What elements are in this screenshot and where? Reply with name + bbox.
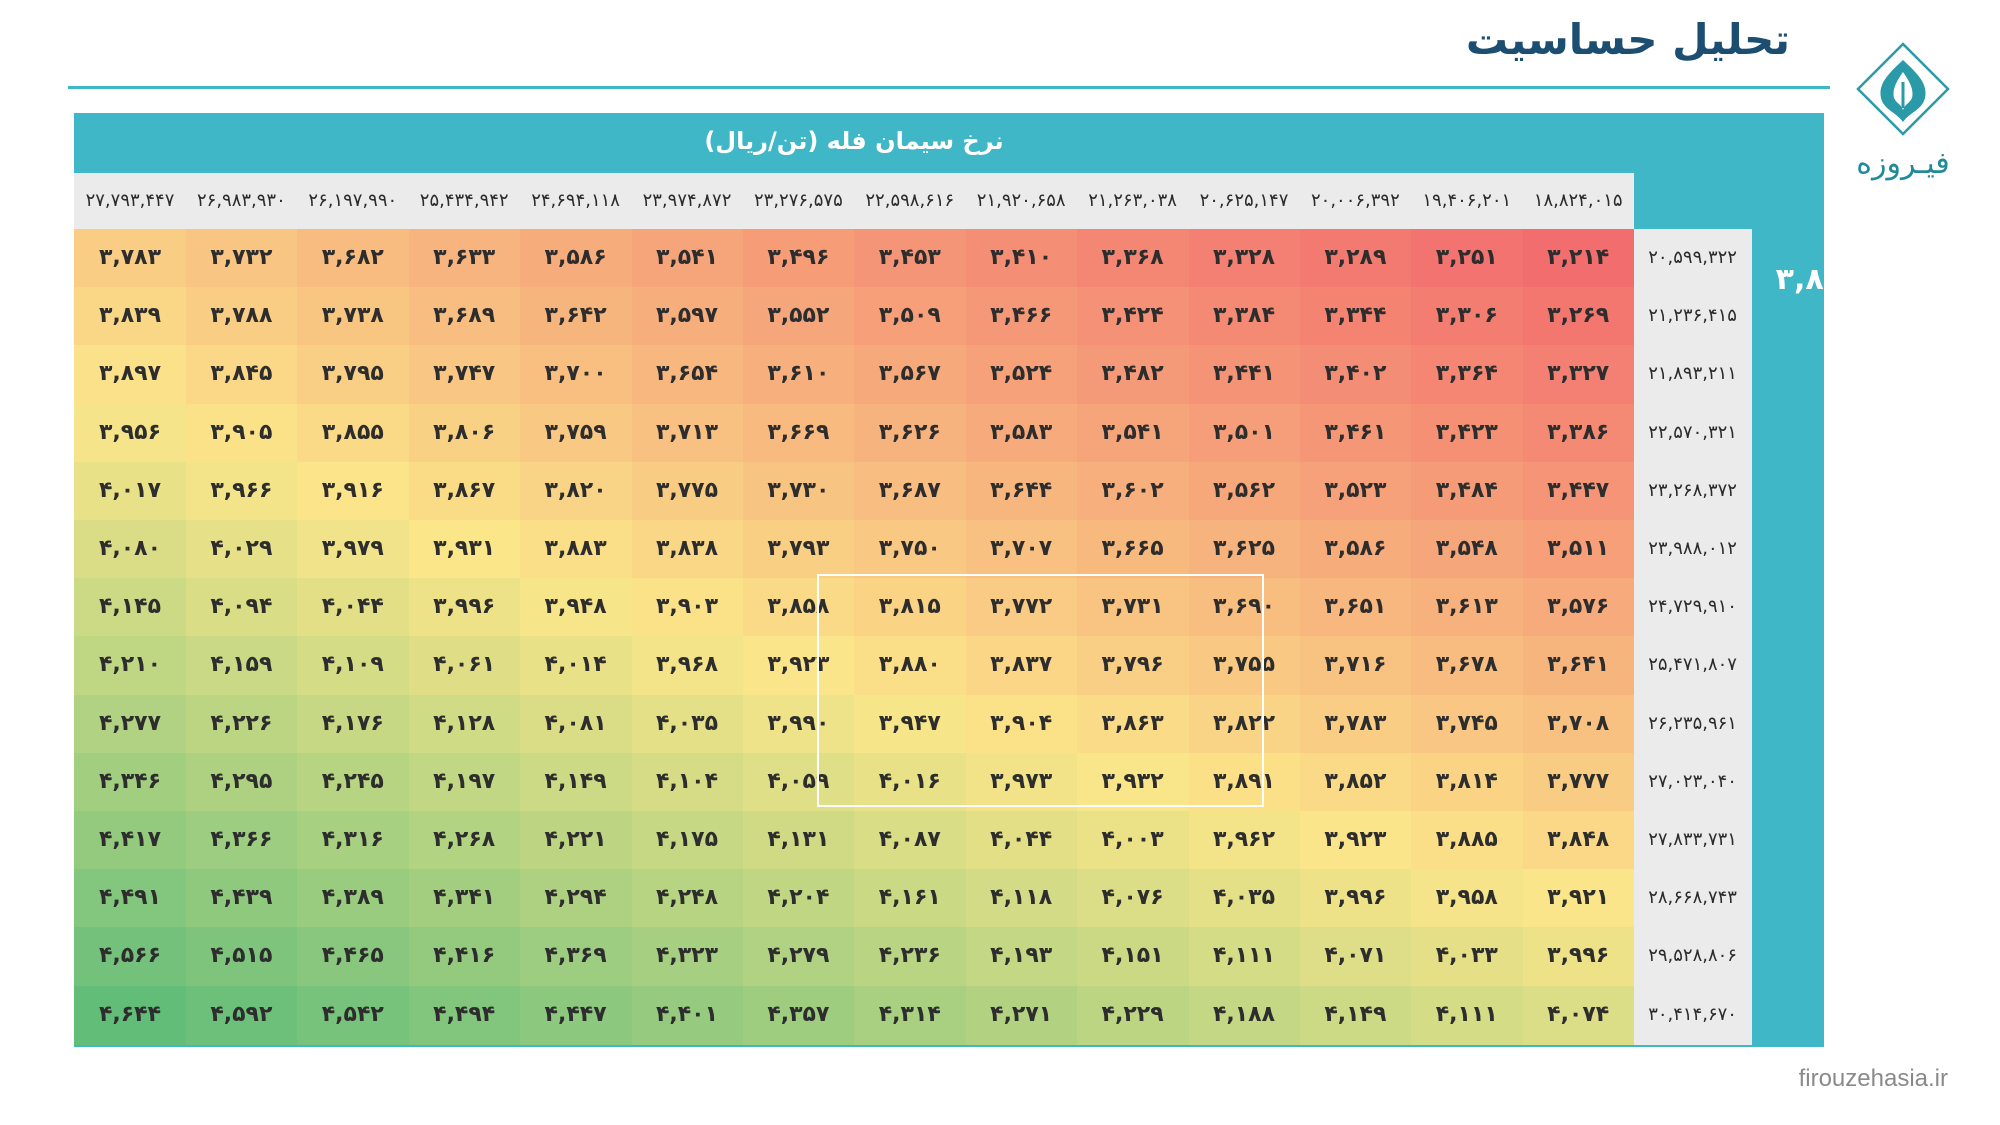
sensitivity-cell: ۴,۲۲۶ bbox=[185, 695, 297, 754]
sensitivity-cell: ۴,۰۳۵ bbox=[1188, 869, 1300, 928]
sensitivity-cell: ۴,۲۷۷ bbox=[74, 695, 186, 754]
sensitivity-cell: ۳,۸۶۳ bbox=[1077, 695, 1189, 754]
sensitivity-cell: ۳,۸۵۲ bbox=[1299, 753, 1411, 812]
sensitivity-cell: ۳,۶۴۴ bbox=[965, 462, 1077, 521]
sensitivity-cell: ۳,۹۰۵ bbox=[185, 404, 297, 463]
sensitivity-cell: ۴,۰۰۳ bbox=[1077, 811, 1189, 870]
sensitivity-cell: ۳,۶۹۰ bbox=[1188, 578, 1300, 637]
sensitivity-cell: ۳,۹۶۸ bbox=[631, 636, 743, 695]
row-header-value: ۲۲,۵۷۰,۳۲۱ bbox=[1634, 404, 1752, 463]
column-header-value: ۲۶,۱۹۷,۹۹۰ bbox=[297, 173, 409, 229]
column-header-value: ۲۶,۹۸۳,۹۳۰ bbox=[185, 173, 297, 229]
sensitivity-cell: ۳,۴۵۳ bbox=[854, 229, 966, 288]
column-header-value: ۲۳,۲۷۶,۵۷۵ bbox=[742, 173, 854, 229]
sensitivity-cell: ۳,۶۲۶ bbox=[854, 404, 966, 463]
firouzeh-logo-icon bbox=[1848, 38, 1958, 148]
sensitivity-cell: ۴,۲۱۰ bbox=[74, 636, 186, 695]
sensitivity-cell: ۳,۵۵۲ bbox=[742, 287, 854, 346]
row-header-value: ۳۰,۴۱۴,۶۷۰ bbox=[1634, 986, 1752, 1045]
sensitivity-cell: ۴,۱۲۸ bbox=[408, 695, 520, 754]
sensitivity-cell: ۴,۰۶۱ bbox=[408, 636, 520, 695]
column-header-value: ۱۸,۸۲۴,۰۱۵ bbox=[1522, 173, 1634, 229]
sensitivity-cell: ۳,۶۷۸ bbox=[1411, 636, 1523, 695]
sensitivity-cell: ۳,۹۵۶ bbox=[74, 404, 186, 463]
sensitivity-cell: ۳,۸۲۰ bbox=[520, 462, 632, 521]
sensitivity-cell: ۳,۶۶۵ bbox=[1077, 520, 1189, 579]
sensitivity-cell: ۴,۰۸۰ bbox=[74, 520, 186, 579]
sensitivity-cell: ۳,۹۴۷ bbox=[854, 695, 966, 754]
sensitivity-cell: ۴,۰۴۴ bbox=[965, 811, 1077, 870]
sensitivity-cell: ۳,۵۲۳ bbox=[1299, 462, 1411, 521]
sensitivity-cell: ۳,۸۸۳ bbox=[520, 520, 632, 579]
sensitivity-cell: ۴,۳۶۶ bbox=[185, 811, 297, 870]
sensitivity-cell: ۳,۷۹۳ bbox=[742, 520, 854, 579]
row-header-value: ۲۰,۵۹۹,۳۲۲ bbox=[1634, 229, 1752, 288]
sensitivity-cell: ۳,۴۸۲ bbox=[1077, 345, 1189, 404]
firouzeh-logo bbox=[1848, 38, 1958, 181]
sensitivity-cell: ۳,۸۳۷ bbox=[965, 636, 1077, 695]
sensitivity-cell: ۴,۶۴۴ bbox=[74, 986, 186, 1045]
sensitivity-cell: ۳,۷۳۰ bbox=[742, 462, 854, 521]
sensitivity-cell: ۴,۳۶۹ bbox=[520, 927, 632, 986]
sensitivity-cell: ۴,۰۳۵ bbox=[631, 695, 743, 754]
sensitivity-cell: ۴,۴۰۱ bbox=[631, 986, 743, 1045]
sensitivity-cell: ۳,۷۸۳ bbox=[74, 229, 186, 288]
sensitivity-cell: ۳,۶۵۱ bbox=[1299, 578, 1411, 637]
sensitivity-cell: ۴,۲۲۱ bbox=[520, 811, 632, 870]
sensitivity-cell: ۳,۷۵۵ bbox=[1188, 636, 1300, 695]
sensitivity-cell: ۴,۱۷۵ bbox=[631, 811, 743, 870]
sensitivity-cell: ۳,۷۳۸ bbox=[297, 287, 409, 346]
sensitivity-cell: ۳,۹۷۳ bbox=[965, 753, 1077, 812]
row-header-value: ۲۳,۹۸۸,۰۱۲ bbox=[1634, 520, 1752, 579]
footer-website: firouzehasia.ir bbox=[1798, 1065, 1948, 1092]
sensitivity-cell: ۳,۹۳۱ bbox=[408, 520, 520, 579]
sensitivity-cell: ۳,۵۹۷ bbox=[631, 287, 743, 346]
sensitivity-cell: ۴,۱۴۹ bbox=[1299, 986, 1411, 1045]
sensitivity-cell: ۴,۰۱۷ bbox=[74, 462, 186, 521]
sensitivity-cell: ۳,۴۴۷ bbox=[1522, 462, 1634, 521]
row-axis-title: نرخ سیمان پاکتی (تن/ریال) bbox=[1830, 690, 1858, 1016]
sensitivity-cell: ۳,۴۶۱ bbox=[1299, 404, 1411, 463]
sensitivity-cell: ۳,۳۸۶ bbox=[1522, 404, 1634, 463]
sensitivity-cell: ۳,۲۵۱ bbox=[1411, 229, 1523, 288]
row-header-value: ۲۸,۶۶۸,۷۴۳ bbox=[1634, 869, 1752, 928]
sensitivity-cell: ۳,۶۵۴ bbox=[631, 345, 743, 404]
sensitivity-cell: ۳,۷۰۰ bbox=[520, 345, 632, 404]
sensitivity-cell: ۳,۳۲۷ bbox=[1522, 345, 1634, 404]
sensitivity-cell: ۳,۶۰۲ bbox=[1077, 462, 1189, 521]
sensitivity-cell: ۴,۰۱۶ bbox=[854, 753, 966, 812]
sensitivity-cell: ۳,۸۳۸ bbox=[631, 520, 743, 579]
sensitivity-cell: ۳,۸۸۰ bbox=[854, 636, 966, 695]
column-header-value: ۲۰,۰۰۶,۳۹۲ bbox=[1299, 173, 1411, 229]
sensitivity-cell: ۳,۶۸۲ bbox=[297, 229, 409, 288]
sensitivity-cell: ۳,۹۲۳ bbox=[1299, 811, 1411, 870]
sensitivity-cell: ۳,۸۵۵ bbox=[297, 404, 409, 463]
sensitivity-cell: ۳,۸۹۱ bbox=[1188, 753, 1300, 812]
sensitivity-cell: ۳,۷۰۸ bbox=[1522, 695, 1634, 754]
sensitivity-cell: ۳,۵۱۱ bbox=[1522, 520, 1634, 579]
sensitivity-cell: ۳,۵۴۸ bbox=[1411, 520, 1523, 579]
sensitivity-cell: ۳,۳۶۴ bbox=[1411, 345, 1523, 404]
sensitivity-cell: ۳,۶۴۱ bbox=[1522, 636, 1634, 695]
sensitivity-cell: ۴,۲۴۸ bbox=[631, 869, 743, 928]
column-header-value: ۲۳,۹۷۴,۸۷۲ bbox=[631, 173, 743, 229]
sensitivity-cell: ۳,۸۴۸ bbox=[1522, 811, 1634, 870]
sensitivity-cell: ۳,۶۳۳ bbox=[408, 229, 520, 288]
sensitivity-cell: ۴,۱۷۶ bbox=[297, 695, 409, 754]
sensitivity-cell: ۳,۴۰۲ bbox=[1299, 345, 1411, 404]
sensitivity-cell: ۳,۷۳۱ bbox=[1077, 578, 1189, 637]
sensitivity-cell: ۴,۲۲۹ bbox=[1077, 986, 1189, 1045]
column-header-value: ۲۲,۵۹۸,۶۱۶ bbox=[854, 173, 966, 229]
sensitivity-cell: ۳,۵۸۶ bbox=[1299, 520, 1411, 579]
sensitivity-cell: ۳,۷۱۶ bbox=[1299, 636, 1411, 695]
sensitivity-cell: ۳,۳۶۸ bbox=[1077, 229, 1189, 288]
sensitivity-cell: ۴,۲۹۴ bbox=[520, 869, 632, 928]
sensitivity-cell: ۳,۷۵۹ bbox=[520, 404, 632, 463]
sensitivity-cell: ۴,۰۱۴ bbox=[520, 636, 632, 695]
sensitivity-cell: ۴,۴۶۵ bbox=[297, 927, 409, 986]
sensitivity-cell: ۳,۵۷۶ bbox=[1522, 578, 1634, 637]
sensitivity-cell: ۴,۱۰۴ bbox=[631, 753, 743, 812]
sensitivity-cell: ۳,۶۴۲ bbox=[520, 287, 632, 346]
column-header-value: ۲۴,۶۹۴,۱۱۸ bbox=[520, 173, 632, 229]
sensitivity-cell: ۳,۷۴۷ bbox=[408, 345, 520, 404]
sensitivity-cell: ۴,۱۱۱ bbox=[1411, 986, 1523, 1045]
sensitivity-cell: ۳,۶۶۹ bbox=[742, 404, 854, 463]
sensitivity-table-panel bbox=[74, 113, 1861, 1047]
sensitivity-cell: ۴,۱۱۸ bbox=[965, 869, 1077, 928]
sensitivity-cell: ۳,۹۹۰ bbox=[742, 695, 854, 754]
sensitivity-cell: ۳,۵۶۷ bbox=[854, 345, 966, 404]
sensitivity-cell: ۴,۴۴۷ bbox=[520, 986, 632, 1045]
sensitivity-cell: ۴,۲۴۵ bbox=[297, 753, 409, 812]
sensitivity-cell: ۴,۳۵۷ bbox=[742, 986, 854, 1045]
sensitivity-cell: ۴,۰۲۹ bbox=[185, 520, 297, 579]
sensitivity-cell: ۳,۳۲۸ bbox=[1188, 229, 1300, 288]
sensitivity-cell: ۴,۳۲۳ bbox=[631, 927, 743, 986]
sensitivity-cell: ۳,۷۸۸ bbox=[185, 287, 297, 346]
logo-wordmark: فیـروزه bbox=[1856, 146, 1950, 181]
sensitivity-cell: ۳,۵۸۶ bbox=[520, 229, 632, 288]
sensitivity-cell: ۴,۰۸۷ bbox=[854, 811, 966, 870]
row-header-value: ۲۱,۲۳۶,۴۱۵ bbox=[1634, 287, 1752, 346]
row-header-value: ۲۷,۰۲۳,۰۴۰ bbox=[1634, 753, 1752, 812]
sensitivity-cell: ۴,۲۷۹ bbox=[742, 927, 854, 986]
page-title: تحلیل حساسیت bbox=[1465, 15, 1790, 64]
sensitivity-cell: ۳,۶۱۳ bbox=[1411, 578, 1523, 637]
column-header-value: ۱۹,۴۰۶,۲۰۱ bbox=[1411, 173, 1523, 229]
sensitivity-cell: ۳,۸۰۶ bbox=[408, 404, 520, 463]
sensitivity-cell: ۴,۵۱۵ bbox=[185, 927, 297, 986]
sensitivity-cell: ۴,۱۹۳ bbox=[965, 927, 1077, 986]
sensitivity-cell: ۴,۳۴۱ bbox=[408, 869, 520, 928]
sensitivity-cell: ۳,۴۱۰ bbox=[965, 229, 1077, 288]
sensitivity-cell: ۳,۲۸۹ bbox=[1299, 229, 1411, 288]
sensitivity-cell: ۳,۶۱۰ bbox=[742, 345, 854, 404]
sensitivity-cell: ۴,۰۷۱ bbox=[1299, 927, 1411, 986]
sensitivity-cell: ۳,۹۲۳ bbox=[742, 636, 854, 695]
sensitivity-cell: ۳,۹۶۲ bbox=[1188, 811, 1300, 870]
sensitivity-cell: ۳,۸۹۷ bbox=[74, 345, 186, 404]
sensitivity-cell: ۴,۲۶۸ bbox=[408, 811, 520, 870]
sensitivity-cell: ۴,۱۱۱ bbox=[1188, 927, 1300, 986]
sensitivity-cell: ۳,۵۰۱ bbox=[1188, 404, 1300, 463]
sensitivity-cell: ۳,۹۲۱ bbox=[1522, 869, 1634, 928]
sensitivity-cell: ۴,۱۰۹ bbox=[297, 636, 409, 695]
sensitivity-cell: ۳,۷۷۷ bbox=[1522, 753, 1634, 812]
sensitivity-cell: ۳,۹۳۲ bbox=[1077, 753, 1189, 812]
sensitivity-cell: ۳,۹۷۹ bbox=[297, 520, 409, 579]
sensitivity-cell: ۳,۹۰۳ bbox=[631, 578, 743, 637]
sensitivity-cell: ۴,۳۱۶ bbox=[297, 811, 409, 870]
title-divider bbox=[68, 86, 1830, 89]
row-header-value: ۲۷,۸۳۳,۷۳۱ bbox=[1634, 811, 1752, 870]
column-header-value: ۲۰,۶۲۵,۱۴۷ bbox=[1188, 173, 1300, 229]
sensitivity-cell: ۳,۷۸۳ bbox=[1299, 695, 1411, 754]
sensitivity-cell: ۳,۷۷۵ bbox=[631, 462, 743, 521]
sensitivity-cell: ۳,۹۹۶ bbox=[1522, 927, 1634, 986]
sensitivity-cell: ۴,۱۸۸ bbox=[1188, 986, 1300, 1045]
row-header-value: ۲۳,۲۶۸,۳۷۲ bbox=[1634, 462, 1752, 521]
sensitivity-cell: ۴,۱۳۱ bbox=[742, 811, 854, 870]
sensitivity-cell: ۴,۵۶۶ bbox=[74, 927, 186, 986]
sensitivity-cell: ۳,۵۰۹ bbox=[854, 287, 966, 346]
sensitivity-cell: ۴,۰۸۱ bbox=[520, 695, 632, 754]
sensitivity-cell: ۳,۸۱۵ bbox=[854, 578, 966, 637]
sensitivity-cell: ۳,۹۹۶ bbox=[1299, 869, 1411, 928]
sensitivity-cell: ۴,۱۶۱ bbox=[854, 869, 966, 928]
sensitivity-cell: ۳,۷۰۷ bbox=[965, 520, 1077, 579]
sensitivity-cell: ۳,۴۲۴ bbox=[1077, 287, 1189, 346]
sensitivity-cell: ۴,۵۹۲ bbox=[185, 986, 297, 1045]
column-header-value: ۲۵,۴۳۴,۹۴۲ bbox=[408, 173, 520, 229]
column-header-value: ۲۱,۲۶۳,۰۳۸ bbox=[1077, 173, 1189, 229]
sensitivity-cell: ۳,۴۹۶ bbox=[742, 229, 854, 288]
sensitivity-cell: ۳,۷۹۵ bbox=[297, 345, 409, 404]
sensitivity-cell: ۴,۲۹۵ bbox=[185, 753, 297, 812]
sensitivity-cell: ۴,۱۹۷ bbox=[408, 753, 520, 812]
sensitivity-cell: ۳,۸۳۹ bbox=[74, 287, 186, 346]
sensitivity-cell: ۴,۳۸۹ bbox=[297, 869, 409, 928]
sensitivity-cell: ۴,۱۴۹ bbox=[520, 753, 632, 812]
sensitivity-cell: ۳,۴۴۱ bbox=[1188, 345, 1300, 404]
base-case-value: ۳,۸۱۵ bbox=[1775, 262, 1861, 297]
sensitivity-cell: ۳,۳۰۶ bbox=[1411, 287, 1523, 346]
sensitivity-cell: ۳,۸۵۸ bbox=[742, 578, 854, 637]
sensitivity-cell: ۳,۳۴۴ bbox=[1299, 287, 1411, 346]
sensitivity-cell: ۳,۷۴۵ bbox=[1411, 695, 1523, 754]
sensitivity-cell: ۴,۰۹۴ bbox=[185, 578, 297, 637]
sensitivity-cell: ۴,۱۴۵ bbox=[74, 578, 186, 637]
sensitivity-cell: ۳,۵۴۱ bbox=[631, 229, 743, 288]
sensitivity-cell: ۳,۴۶۶ bbox=[965, 287, 1077, 346]
sensitivity-cell: ۳,۸۶۷ bbox=[408, 462, 520, 521]
sensitivity-cell: ۴,۲۰۴ bbox=[742, 869, 854, 928]
sensitivity-cell: ۳,۸۲۲ bbox=[1188, 695, 1300, 754]
sensitivity-cell: ۴,۴۱۶ bbox=[408, 927, 520, 986]
sensitivity-cell: ۳,۶۸۹ bbox=[408, 287, 520, 346]
sensitivity-cell: ۳,۹۵۸ bbox=[1411, 869, 1523, 928]
sensitivity-cell: ۳,۷۹۶ bbox=[1077, 636, 1189, 695]
sensitivity-cell: ۳,۵۸۳ bbox=[965, 404, 1077, 463]
sensitivity-cell: ۳,۵۴۱ bbox=[1077, 404, 1189, 463]
sensitivity-cell: ۳,۸۸۵ bbox=[1411, 811, 1523, 870]
sensitivity-cell: ۳,۷۳۲ bbox=[185, 229, 297, 288]
sensitivity-cell: ۴,۱۵۱ bbox=[1077, 927, 1189, 986]
sensitivity-cell: ۳,۹۰۴ bbox=[965, 695, 1077, 754]
sensitivity-cell: ۳,۸۱۴ bbox=[1411, 753, 1523, 812]
sensitivity-cell: ۴,۰۵۹ bbox=[742, 753, 854, 812]
sensitivity-cell: ۴,۱۵۹ bbox=[185, 636, 297, 695]
sensitivity-cell: ۳,۹۹۶ bbox=[408, 578, 520, 637]
sensitivity-cell: ۴,۴۹۴ bbox=[408, 986, 520, 1045]
sensitivity-cell: ۳,۷۵۰ bbox=[854, 520, 966, 579]
sensitivity-cell: ۴,۲۷۱ bbox=[965, 986, 1077, 1045]
sensitivity-cell: ۳,۷۱۳ bbox=[631, 404, 743, 463]
sensitivity-cell: ۴,۰۷۴ bbox=[1522, 986, 1634, 1045]
sensitivity-cell: ۳,۹۱۶ bbox=[297, 462, 409, 521]
column-axis-title: نرخ سیمان فله (تن/ریال) bbox=[704, 127, 1004, 155]
sensitivity-cell: ۳,۸۴۵ bbox=[185, 345, 297, 404]
sensitivity-cell: ۳,۴۸۴ bbox=[1411, 462, 1523, 521]
row-header-value: ۲۵,۴۷۱,۸۰۷ bbox=[1634, 636, 1752, 695]
sensitivity-cell: ۳,۲۱۴ bbox=[1522, 229, 1634, 288]
sensitivity-cell: ۴,۵۴۲ bbox=[297, 986, 409, 1045]
sensitivity-cell: ۴,۴۳۹ bbox=[185, 869, 297, 928]
row-header-value: ۲۱,۸۹۳,۲۱۱ bbox=[1634, 345, 1752, 404]
column-header-value: ۲۱,۹۲۰,۶۵۸ bbox=[965, 173, 1077, 229]
sensitivity-cell: ۴,۳۴۶ bbox=[74, 753, 186, 812]
column-header-value: ۲۷,۷۹۳,۴۴۷ bbox=[74, 173, 186, 229]
sensitivity-cell: ۳,۳۸۴ bbox=[1188, 287, 1300, 346]
sensitivity-cell: ۳,۶۸۷ bbox=[854, 462, 966, 521]
sensitivity-cell: ۳,۵۲۴ bbox=[965, 345, 1077, 404]
sensitivity-cell: ۴,۲۳۶ bbox=[854, 927, 966, 986]
sensitivity-cell: ۳,۶۲۵ bbox=[1188, 520, 1300, 579]
sensitivity-cell: ۴,۰۳۳ bbox=[1411, 927, 1523, 986]
sensitivity-cell: ۴,۳۱۴ bbox=[854, 986, 966, 1045]
sensitivity-cell: ۴,۴۹۱ bbox=[74, 869, 186, 928]
row-header-value: ۲۹,۵۲۸,۸۰۶ bbox=[1634, 927, 1752, 986]
sensitivity-cell: ۴,۰۷۶ bbox=[1077, 869, 1189, 928]
sensitivity-cell: ۳,۲۶۹ bbox=[1522, 287, 1634, 346]
sensitivity-cell: ۴,۴۱۷ bbox=[74, 811, 186, 870]
row-header-value: ۲۴,۷۲۹,۹۱۰ bbox=[1634, 578, 1752, 637]
sensitivity-cell: ۳,۹۶۶ bbox=[185, 462, 297, 521]
row-header-value: ۲۶,۲۳۵,۹۶۱ bbox=[1634, 695, 1752, 754]
sensitivity-cell: ۳,۷۷۲ bbox=[965, 578, 1077, 637]
sensitivity-cell: ۳,۵۶۲ bbox=[1188, 462, 1300, 521]
sensitivity-cell: ۳,۹۴۸ bbox=[520, 578, 632, 637]
sensitivity-cell: ۴,۰۴۴ bbox=[297, 578, 409, 637]
sensitivity-cell: ۳,۴۲۳ bbox=[1411, 404, 1523, 463]
